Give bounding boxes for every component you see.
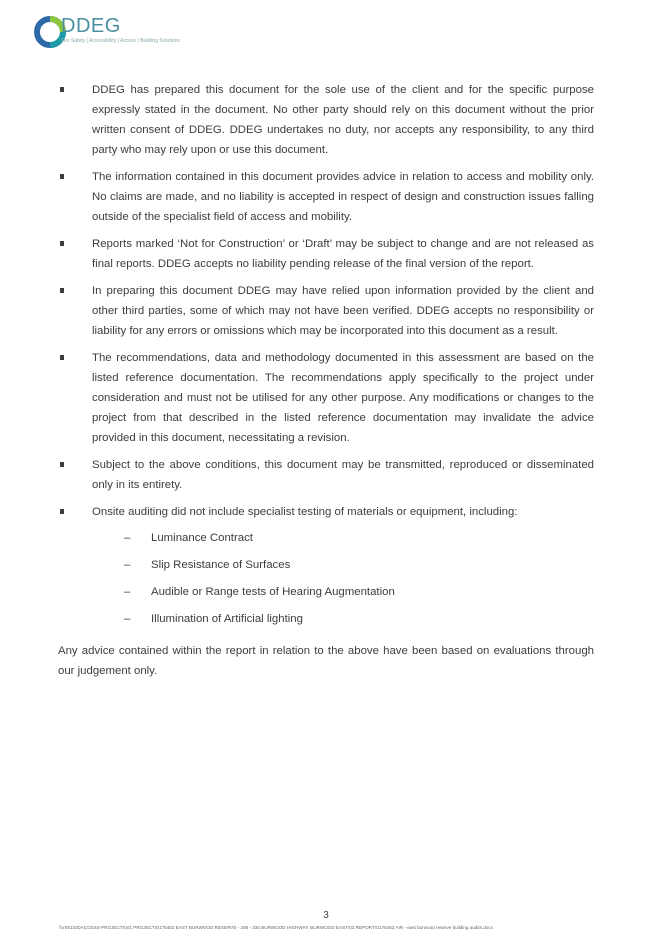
list-item	[124, 555, 594, 575]
brand-tagline: Fire Safety | Accessibility | Access | Building Solutions	[61, 38, 180, 44]
dash-bullet: –	[124, 586, 131, 598]
square-bullet-icon	[60, 355, 64, 360]
bullet-text: DDEG has prepared this document for the sole use of the client and for the specific purpose expressly stated in the document. No other party should rely on this document without the prior written consent of DDEG. DDEG undertakes no duty, nor accepts any responsibility, to any third party who may rely upon or use this document.	[92, 84, 594, 156]
bullet-text: The information contained in this document provides advice in relation to access and mobility only. No claims are made, and no liability is accepted in respect of design and construction issues falling outside of the specialist field of access and mobility.	[92, 171, 594, 223]
bullet-text: The recommendations, data and methodology documented in this assessment are based on the listed reference documentation. The recommendations apply specifically to the project under consideration and must not be utilised for any other purpose. Any modifications or changes to the project from that described in the listed reference documentation may invalidate the advice provided in this document, necessitating a revision.	[92, 352, 594, 444]
square-bullet-icon	[60, 509, 64, 514]
testing-exclusions-list	[92, 528, 594, 629]
square-bullet-icon	[60, 241, 64, 246]
bullet-item	[58, 281, 594, 341]
bullet-text: Onsite auditing did not include specialist testing of materials or equipment, including:	[92, 506, 518, 518]
dash-bullet: –	[124, 532, 131, 544]
disclaimer-content	[58, 80, 594, 692]
bullet-item	[58, 167, 594, 227]
dash-bullet: –	[124, 613, 131, 625]
square-bullet-icon	[60, 174, 64, 179]
square-bullet-icon	[60, 462, 64, 467]
list-item-text: Illumination of Artificial lighting	[151, 613, 303, 625]
bullet-item	[58, 348, 594, 448]
footer-file-path: \\VS01\DDACCESS-PROJECTS\01 PROJECTS\175452 EAST BURWOOD RESERVE - 298 - 336 BURWOOD HIGHWAY, BURWOOD EAST\03 REPORTS\175452 AIR - east burwood reserve building audits.docx	[59, 925, 493, 930]
list-item-text: Audible or Range tests of Hearing Augmentation	[151, 586, 395, 598]
bullet-item	[58, 502, 594, 629]
list-item-text: Slip Resistance of Surfaces	[151, 559, 291, 571]
page-number: 3	[323, 910, 329, 921]
list-item	[124, 528, 594, 548]
bullet-item	[58, 234, 594, 274]
square-bullet-icon	[60, 87, 64, 92]
bullet-text: Reports marked ‘Not for Construction’ or ‘Draft’ may be subject to change and are not released as final reports. DDEG accepts no liability pending release of the final version of the report.	[92, 238, 594, 270]
list-item-text: Luminance Contract	[151, 532, 253, 544]
bullet-item	[58, 80, 594, 160]
dash-bullet: –	[124, 559, 131, 571]
list-item	[124, 582, 594, 602]
closing-paragraph: Any advice contained within the report in relation to the above have been based on evaluations through our judgement only.	[58, 645, 594, 677]
list-item	[124, 609, 594, 629]
brand-name: DDEG	[61, 15, 121, 37]
bullet-text: Subject to the above conditions, this document may be transmitted, reproduced or disseminated only in its entirety.	[92, 459, 594, 491]
bullet-text: In preparing this document DDEG may have relied upon information provided by the client and other third parties, some of which may not have been verified. DDEG accepts no responsibility or liability for any errors or omissions which may be incorporated into this document as a result.	[92, 285, 594, 337]
bullet-item	[58, 455, 594, 495]
square-bullet-icon	[60, 288, 64, 293]
